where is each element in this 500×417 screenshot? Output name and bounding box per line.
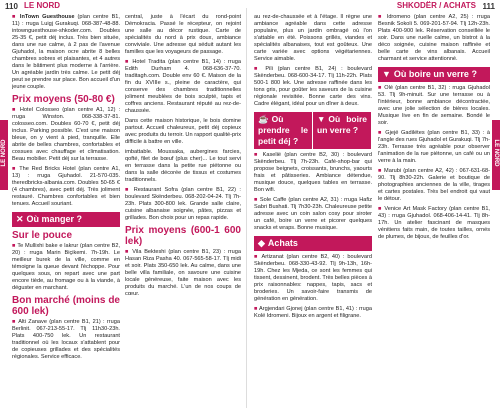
bullet-square-icon: ■ bbox=[12, 166, 17, 172]
entry-vila-bekteshi: ■ Vila Bekteshi (plan centre B1, 23) : rruga Hasan Riza Pasha 40. 067-565-58-17. Tlj midi et soir. Plats 350-650 lek. Au calme, dans une belle villa familiale, on savoure une cuisine locale généreuse, faite maison avec les produits du marché. L'un de nos coups de cœur. bbox=[125, 249, 241, 297]
entry-sofra: ■ Restaurant Sofra (plan centre B1, 22) : boulevard Skënderbeu. 068-202-04-24. Tlj 7h-23h. Plats 300-800 lek. Grande salle claire, cuisine albanaise soignée, pâtes, pizzas et grillades. Bon choix pour un repas rapide. bbox=[125, 187, 241, 221]
running-title-left: LE NORD bbox=[24, 1, 60, 10]
bullet-square-icon: ■ bbox=[12, 14, 17, 20]
knife-fork-icon: ✕ bbox=[16, 214, 24, 224]
heading-bon-marche: Bon marché (moins de 600 lek) bbox=[12, 295, 120, 317]
bullet-square-icon: ■ bbox=[125, 59, 130, 65]
bullet-square-icon: ■ bbox=[12, 319, 17, 325]
entry-idromeno: ■ Idromeno (plan centre A2, 25) : rruga Besnik Sokoli 5. 069-201-57-94. Tlj 12h-23h. Plats 400-900 lek. Réservation conseillée le soir. Dans une ruelle calme, un bistrot à la déco soignée, cuisine maison raffinée et belle carte de vins albanais. Accueil charmant et service attentionné. bbox=[378, 14, 490, 62]
bullet-square-icon: ■ bbox=[254, 66, 261, 72]
paragraph: Dans cette maison historique, le bois domine partout. Accueil chaleureux, petit déj copieux avec produits du terroir. Un rapport qualité-prix difficile à battre en ville. bbox=[125, 118, 241, 145]
entry-alti-zanave: ■ Alti Zanave (plan centre B1, 21) : rruga Berlinit. 067-213-55-17. Tlj 11h30-23h. Plats 400-750 lek. Un restaurant traditionnel où les locaux s'attablent pour de copieuses grillades et des spécialités régionales. Service efficace. bbox=[12, 319, 120, 360]
page-number-left: 110 bbox=[5, 2, 18, 11]
bullet-square-icon: ■ bbox=[12, 107, 17, 113]
section-band-double bbox=[254, 112, 372, 149]
section-band-manger: ✕ Où manger ? bbox=[12, 212, 120, 227]
band-petit-dej: ☕ Où prendre le petit déj ? bbox=[254, 112, 313, 149]
heading-prix-moyens: Prix moyens (50-80 €) bbox=[12, 94, 115, 105]
side-tab-left: LE NORD bbox=[0, 120, 8, 190]
section-band-achats: ◆ Achats bbox=[254, 236, 372, 251]
bullet-square-icon: ■ bbox=[125, 249, 130, 255]
bullet-square-icon: ■ bbox=[254, 152, 260, 158]
bullet-square-icon: ■ bbox=[125, 187, 131, 193]
bullet-square-icon: ■ bbox=[254, 254, 259, 260]
running-title-right: SHKODËR / ACHATS bbox=[396, 1, 476, 10]
page-number-right: 111 bbox=[482, 2, 495, 11]
side-tab-right: LE NORD bbox=[492, 120, 500, 190]
entry-sole-caffe: ■ Sole Caffe (plan centre A2, 31) : rruga Hafiz Sabri Bushati. Tlj 7h30-23h. Chaleureuse petite adresse avec un coin salon cosy pour siroter un café, boire un verre et picorer quelques snacks et wraps. Bonne musique. bbox=[254, 197, 372, 231]
entry-gjeje: ■ Gjejë Gadilëtes (plan centre B1, 33) : à l'angle des rues Gjuhadol et Gurakuqi. Tlj 7h-23h. Terrasse très agréable pour observer l'animation de la rue piétonne, un café ou un verre à la main. bbox=[378, 130, 490, 164]
bullet-square-icon: ■ bbox=[378, 130, 383, 136]
bullet-square-icon: ■ bbox=[378, 85, 383, 91]
entry-venice-mask: ■ Venice Art Mask Factory (plan centre B1, 43) : rruga Gjuhadol. 068-406-14-41. Tlj 8h-17h. Un atelier fascinant de masques vénitiens faits main, de toutes tailles, ornés de plumes, de bijoux, de feuilles d'or. bbox=[378, 206, 490, 240]
column-2 bbox=[125, 14, 241, 412]
entry-red-bricks: ■ The Red Bricks Hotel (plan centre A1, 13) : rruga Gjuhadol. 21-570-035. theredbricks-albania.com. Doubles 50-65 € (4 chambres), avec petit déj. Très joliment restauré. Chambres confortables et bien tenues. Accueil souriant. bbox=[12, 166, 120, 207]
bullet-square-icon: ■ bbox=[254, 197, 258, 203]
entry-mullixhi: ■ Te Mullixhi bake e lakrur (plan centre B2, 20) : rruga Marin Biçikemi. 7h-19h. Le meilleur burek de la ville, comme en témoigne la queue devant l'échoppe. Pour quelques sous, on repart avec une part encore tiède, au fromage ou à la viande, à déguster en marchant. bbox=[12, 243, 120, 291]
entry-intown: ■ InTown Guesthouse (plan centre B1, 11) : rruga Luigj Gurakuqi. 068-387-48-88. intownguesthouse-shkoder.com. Doubles 25-35 €, petit déj inclus. Très bien située, dans une rue calme, à 2 pas de l'avenue Gjuhadol, la maison ocre abrite 8 belles chambres sobres et plaisantes, et 4 autres dans le bâtiment plus moderne à l'arrière. Un agréable jardin très calme. Le petit déj peut se prendre sur place. Bon accueil d'un jeune couple. bbox=[12, 14, 120, 90]
column-1 bbox=[12, 14, 120, 412]
continued-text: central, juste à l'écart du rond-point Démokracia. Passé le récepteur, on rejoint une salle au décor rustique. Carte de spécialités du nord à prix doux, ambiance conviviale. Une adresse qui séduit autant les familles que les voyageurs de passage. bbox=[125, 14, 241, 55]
bullet-square-icon: ■ bbox=[12, 243, 16, 249]
entry-colosseo: ■ Hotel Colosseo (plan centre A1, 12) : rruga Winston. 068-338-37-81. colosseo.com. Doubles 60-70 €, petit déj inclus. Parking possible. C'est une maison bleue, on y vient à pied, tranquille. Elle abrite de belles chambres, confortables et cossues avec chauffage et climatisation. Beau mobilier. Petit déj sur la terrasse. bbox=[12, 107, 120, 162]
bullet-square-icon: ■ bbox=[378, 14, 384, 20]
band-boire-verre: ▼ Où boire un verre ? bbox=[313, 112, 372, 149]
page-gutter bbox=[246, 8, 247, 408]
entry-ole: ■ Olé (plan centre B1, 32) : rruga Gjuhadol 53. Tlj 9h-minuit. Sur une terrasse ou à l'intérieur, bonne ambiance décontractée, avec une jolie sélection de bières locales. Musique live en fin de semaine. Bondé le soir. bbox=[378, 85, 490, 126]
bullet-square-icon: ■ bbox=[378, 206, 383, 212]
entry-kaselie: ■ Kaselië (plan centre B2, 30) : boulevard Skënderbeu. Tlj 7h-23h. Café-shop-bar qui propose beignets, croissants, brunchs, yaourts frais et pâtisseries. Ambiance détendue, musique douce, quelques tables en terrasse. Bon wifi. bbox=[254, 152, 372, 193]
column-3 bbox=[254, 14, 372, 412]
heading-prix-moyens-2: Prix moyens (600-1 600 lek) bbox=[125, 225, 241, 247]
bullet-square-icon: ■ bbox=[378, 168, 382, 174]
section-band-boire: ▼ Où boire un verre ? bbox=[378, 67, 490, 82]
paragraph: imbattable. Moussaka, aubergines farcies, qofté, filet de bœuf (plus cher)... Le tout servi en terrasse dans la petite rue piétonne ou dans la salle décorée de tissus et costumes traditionnels. bbox=[125, 149, 241, 183]
bag-icon: ◆ bbox=[258, 238, 265, 248]
entry-artizanat: ■ Artizanat (plan centre B2, 40) : boulevard Skënderbeu. 068-330-43-92. Tlj 9h-13h, 16h-19h. Chez les Mjeda, ce sont les femmes qui tissent, dessinent, brodent. Très belles pièces à prix raisonnables: nappes, tapis, sacs et broderies. Un savoir-faire transmis de génération en génération. bbox=[254, 254, 372, 302]
glass-icon: ▼ bbox=[317, 114, 326, 124]
entry-marubi: ■ Marubi (plan centre A2, 42) : 067-631-68-90. Tlj 8h30-22h. Galerie et boutique de photographies anciennes de la ville, tirages et cartes postales. Très bel endroit qui vaut le détour. bbox=[378, 168, 490, 202]
bullet-square-icon: ■ bbox=[254, 306, 258, 312]
running-header bbox=[0, 0, 500, 15]
entry-tradita: ■ Hotel Tradita (plan centre B1, 14) : rruga Edith Durham 4. 068-636-37-70. traditagh.com. Double env 60 €. Maison de la fin du XVIIIe s., pleine de caractère, qui conserve des chambres traditionnelles joliment meublées de bois sculpté, tapis et coffres anciens. Restaurant réputé au rez-de-chaussée. bbox=[125, 59, 241, 114]
entry-pili: ■ Pili (plan centre B1, 24) : boulevard Skënderbeu. 068-600-34-17. Tlj 11h-22h. Plats 500-1 800 lek. Une adresse raffinée dans les tons gris, pour goûter les saveurs de la cuisine régionale revisitée. Bonne carte des vins. Cadre élégant, idéal pour un dîner à deux. bbox=[254, 66, 372, 107]
glass-icon: ▼ bbox=[382, 69, 391, 79]
cup-icon: ☕ bbox=[258, 114, 269, 124]
column-4 bbox=[378, 14, 490, 412]
continued-text: au rez-de-chaussée et à l'étage. Il règne une ambiance agréable dans cette adresse populaire, plus un jardin ombragé où l'on s'attable en été. Poissons grillés, viandes et spécialités albanaises, tout est goûteux. Une carte variée avec options végétariennes. Service aimable. bbox=[254, 14, 372, 62]
entry-argjendari: ■ Argjendari Gjonej (plan centre B1, 41) : rruga Kolë Idromeni. Bijoux en argent et filigrane. bbox=[254, 306, 372, 319]
heading-sur-le-pouce: Sur le pouce bbox=[12, 230, 73, 241]
